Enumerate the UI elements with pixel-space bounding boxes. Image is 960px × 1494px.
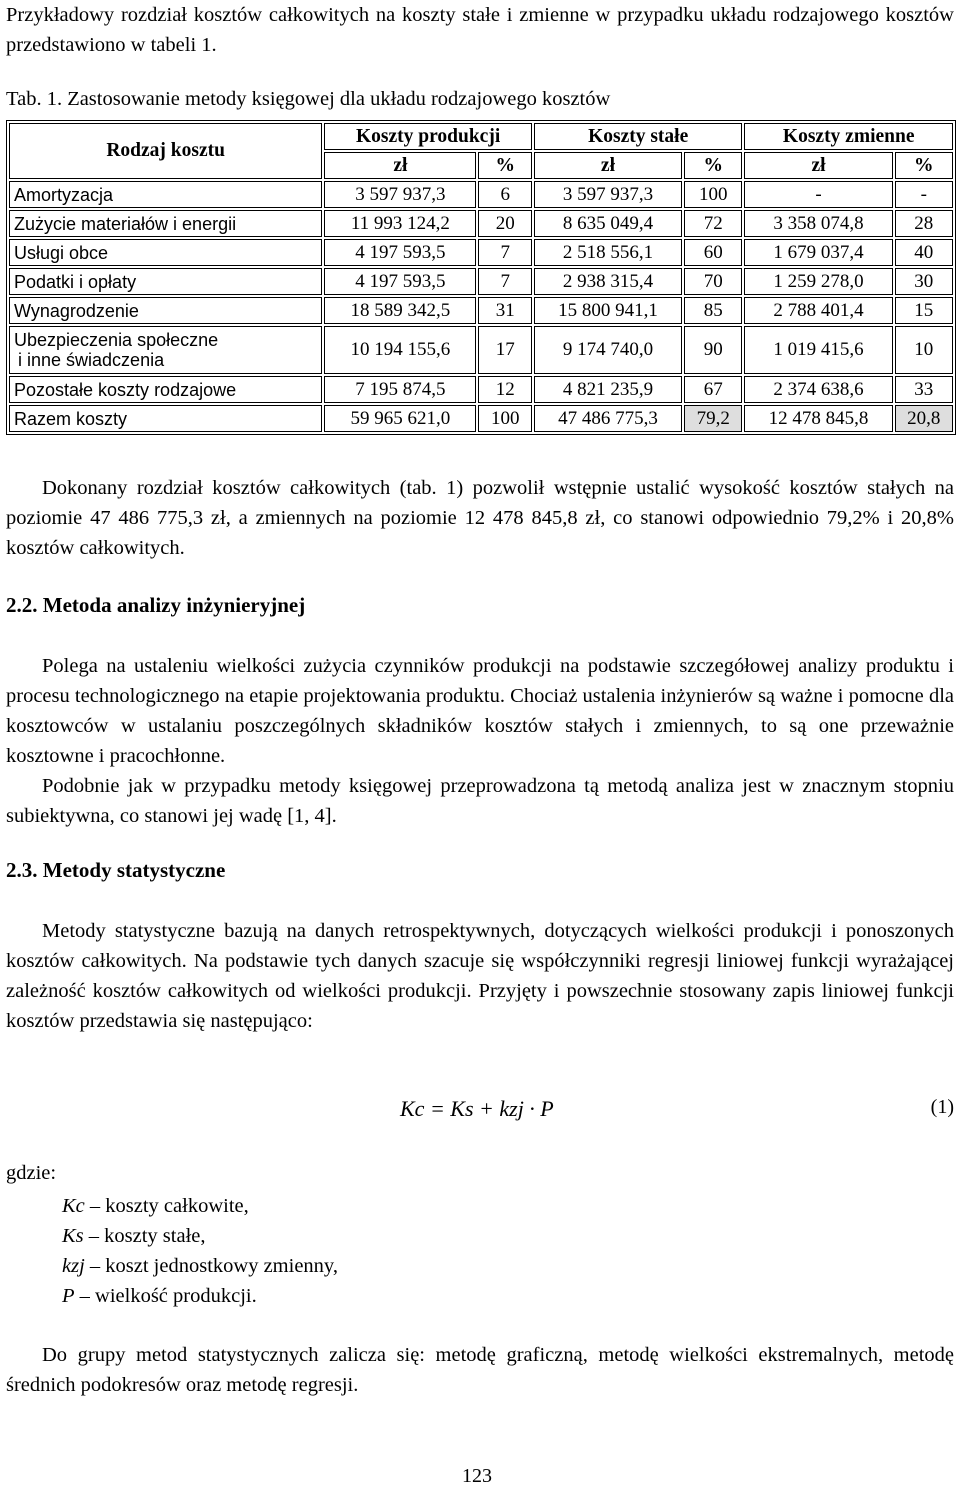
production-zl: 4 197 593,5 (324, 239, 476, 266)
definition-symbol: Ks (62, 1225, 84, 1247)
variable-pct: 30 (895, 268, 953, 295)
fixed-pct: 85 (684, 297, 742, 324)
variable-pct: 20,8 (895, 405, 953, 432)
unit-pct: % (684, 152, 742, 179)
row-name (9, 326, 322, 374)
production-pct: 12 (478, 376, 531, 403)
fixed-zl: 8 635 049,4 (534, 210, 682, 237)
fixed-pct: 90 (684, 326, 742, 374)
production-pct: 31 (478, 297, 531, 324)
paragraph-engineering: Polega na ustaleniu wielkości zużycia czynników produkcji na podstawie szczegółowej analizy produktu i procesu technologicznego na etapie projektowania produktu. Chociaż ustalenia inżynierów są ważne i pomocne dla kosztowców w ustalaniu poszczególnych składników kosztów stałych i zmiennych, to są one przeważnie kosztowne i pracochłonne. (6, 655, 954, 767)
variable-zl: 12 478 845,8 (744, 405, 892, 432)
production-pct: 17 (478, 326, 531, 374)
where-label: gdzie: (6, 1162, 57, 1184)
paragraph-methods: Do grupy metod statystycznych zalicza się: metodę graficzną, metodę wielkości ekstremalnych, metodę średnich podokresów oraz metodę regresji. (6, 1344, 954, 1396)
header-production-costs: Koszty produkcji (324, 123, 532, 150)
variable-zl: 3 358 074,8 (744, 210, 892, 237)
table-header-row (9, 123, 953, 150)
row-name-line: i inne świadczenia (18, 350, 165, 370)
definition-text: – koszty całkowite, (84, 1195, 249, 1217)
definition-item (62, 1191, 338, 1221)
table-row (9, 376, 953, 403)
production-pct: 100 (478, 405, 531, 432)
fixed-pct: 67 (684, 376, 742, 403)
production-zl: 3 597 937,3 (324, 181, 476, 208)
section-heading-2-2: 2.2. Metoda analizy inżynieryjnej (6, 593, 306, 617)
variable-zl: 2 788 401,4 (744, 297, 892, 324)
fixed-pct: 100 (684, 181, 742, 208)
unit-pct: % (478, 152, 531, 179)
unit-zl: zł (324, 152, 476, 179)
definition-text: – wielkość produkcji. (74, 1285, 257, 1307)
table-row (9, 210, 953, 237)
paragraph-summary: Dokonany rozdział kosztów całkowitych (tab. 1) pozwolił wstępnie ustalić wysokość kosztów stałych na poziomie 47 486 775,3 zł, a zmiennych na poziomie 12 478 845,8 zł, co stanowi odpowiednio 79,2% i 20,8% kosztów całkowitych. (6, 477, 954, 559)
fixed-zl: 4 821 235,9 (534, 376, 682, 403)
variable-pct: 33 (895, 376, 953, 403)
page-number: 123 (462, 1465, 492, 1487)
unit-zl: zł (744, 152, 892, 179)
table-total-row (9, 405, 953, 432)
production-pct: 20 (478, 210, 531, 237)
variable-pct: 28 (895, 210, 953, 237)
row-name: Zużycie materiałów i energii (9, 210, 322, 237)
production-pct: 7 (478, 268, 531, 295)
definition-text: – koszty stałe, (83, 1225, 206, 1247)
formula-number: (1) (930, 1096, 954, 1118)
unit-pct: % (895, 152, 953, 179)
definition-symbol: Kc (62, 1195, 85, 1217)
variable-zl: 1 259 278,0 (744, 268, 892, 295)
intro-paragraph: Przykładowy rozdział kosztów całkowitych na koszty stałe i zmienne w przypadku układu rodzajowego kosztów przedstawiono w tabeli 1. (6, 4, 954, 56)
production-zl: 10 194 155,6 (324, 326, 476, 374)
variable-zl: 1 019 415,6 (744, 326, 892, 374)
table-row (9, 181, 953, 208)
variable-pct: 10 (895, 326, 953, 374)
definition-item (62, 1281, 338, 1311)
definition-item (62, 1221, 338, 1251)
cost-formula: Kc = Ks + kzj · P (400, 1096, 554, 1121)
variable-zl: 2 374 638,6 (744, 376, 892, 403)
variable-zl: 1 679 037,4 (744, 239, 892, 266)
production-pct: 6 (478, 181, 531, 208)
fixed-pct: 79,2 (684, 405, 742, 432)
fixed-zl: 15 800 941,1 (534, 297, 682, 324)
row-name: Pozostałe koszty rodzajowe (9, 376, 322, 403)
fixed-zl: 47 486 775,3 (534, 405, 682, 432)
definition-text: – koszt jednostkowy zmienny, (84, 1255, 338, 1277)
fixed-pct: 70 (684, 268, 742, 295)
table-caption: Tab. 1. Zastosowanie metody księgowej dla układu rodzajowego kosztów (6, 88, 611, 110)
table-row (9, 239, 953, 266)
row-name: Razem koszty (9, 405, 322, 432)
definition-symbol: P (62, 1285, 75, 1307)
table-row (9, 268, 953, 295)
production-pct: 7 (478, 239, 531, 266)
definition-symbol: kzj (62, 1255, 85, 1277)
fixed-pct: 60 (684, 239, 742, 266)
unit-zl: zł (534, 152, 682, 179)
production-zl: 59 965 621,0 (324, 405, 476, 432)
variable-pct: 15 (895, 297, 953, 324)
variable-pct: - (895, 181, 953, 208)
variable-pct: 40 (895, 239, 953, 266)
production-zl: 18 589 342,5 (324, 297, 476, 324)
variable-zl: - (744, 181, 892, 208)
fixed-zl: 2 518 556,1 (534, 239, 682, 266)
header-cost-type: Rodzaj kosztu (9, 123, 322, 179)
cost-table (6, 120, 956, 435)
production-zl: 11 993 124,2 (324, 210, 476, 237)
row-name-line: Ubezpieczenia społeczne (14, 330, 219, 350)
row-name: Podatki i opłaty (9, 268, 322, 295)
table-row (9, 326, 953, 374)
fixed-zl: 9 174 740,0 (534, 326, 682, 374)
row-name: Usługi obce (9, 239, 322, 266)
fixed-pct: 72 (684, 210, 742, 237)
table-row (9, 297, 953, 324)
header-fixed-costs: Koszty stałe (534, 123, 743, 150)
definitions-list (62, 1191, 338, 1311)
fixed-zl: 3 597 937,3 (534, 181, 682, 208)
section-heading-2-3: 2.3. Metody statystyczne (6, 858, 226, 882)
production-zl: 7 195 874,5 (324, 376, 476, 403)
fixed-zl: 2 938 315,4 (534, 268, 682, 295)
paragraph-subjective: Podobnie jak w przypadku metody księgowej przeprowadzona tą metodą analiza jest w znacznym stopniu subiektywna, co stanowi jej wadę [1, 4]. (6, 775, 954, 827)
row-name: Wynagrodzenie (9, 297, 322, 324)
paragraph-statistical: Metody statystyczne bazują na danych retrospektywnych, dotyczących wielkości produkcji i ponoszonych kosztów całkowitych. Na podstawie tych danych szacuje się współczynniki regresji liniowej funkcji wyrażającej zależność kosztów całkowitych od wielkości produkcji. Przyjęty i powszechnie stosowany zapis liniowej funkcji kosztów przedstawia się następująco: (6, 920, 954, 1032)
header-variable-costs: Koszty zmienne (744, 123, 953, 150)
production-zl: 4 197 593,5 (324, 268, 476, 295)
row-name: Amortyzacja (9, 181, 322, 208)
definition-item (62, 1251, 338, 1281)
